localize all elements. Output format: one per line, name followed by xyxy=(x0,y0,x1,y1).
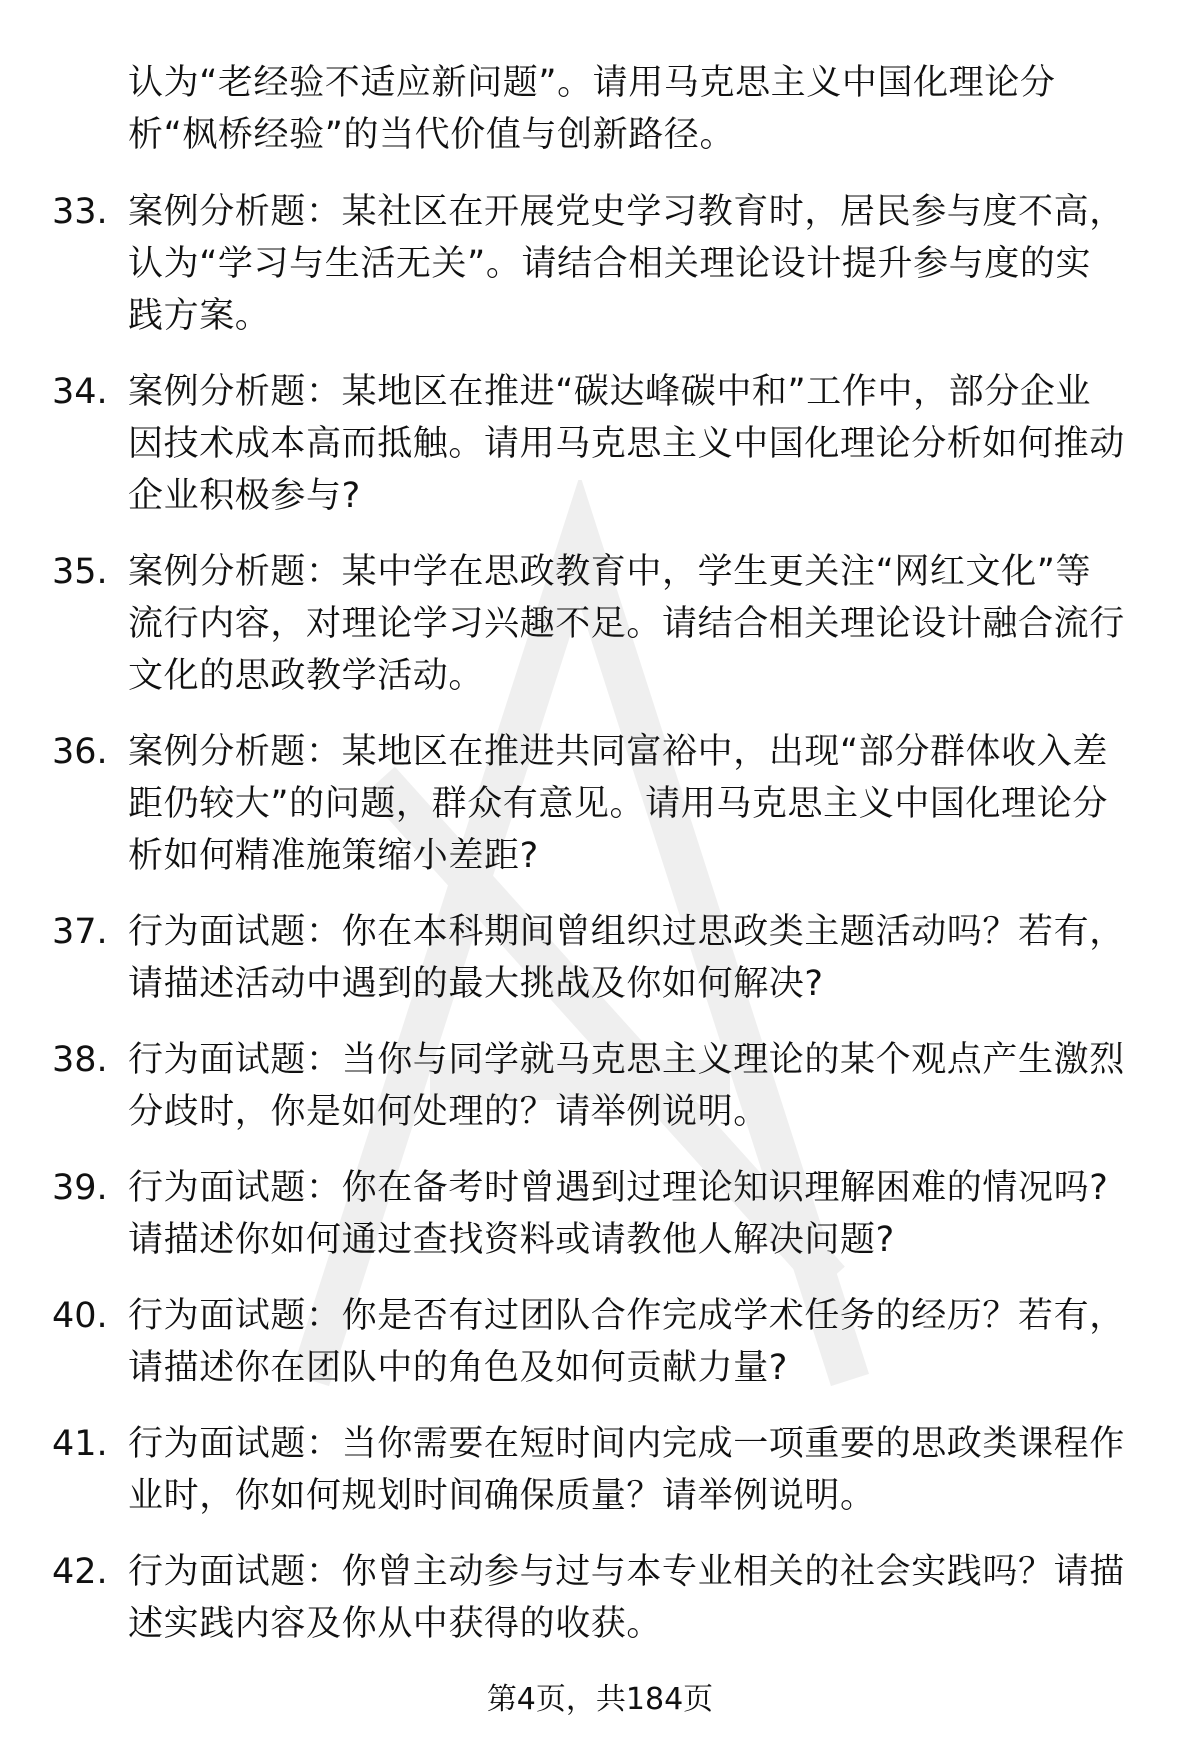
question-text-line: 分歧时，你是如何处理的？请举例说明。 xyxy=(128,1092,769,1132)
question-text-line: 行为面试题：你在备考时曾遇到过理论知识理解困难的情况吗? xyxy=(128,1168,1109,1208)
question-number: 35. xyxy=(52,552,108,592)
question-number: 40. xyxy=(52,1296,108,1336)
question-text-line: 请描述你在团队中的角色及如何贡献力量? xyxy=(128,1348,788,1388)
question-number: 41. xyxy=(52,1424,108,1464)
question-text-line: 析“枫桥经验”的当代价值与创新路径。 xyxy=(128,115,736,155)
question-number: 37. xyxy=(52,912,108,952)
question-text-line: 行为面试题：当你与同学就马克思主义理论的某个观点产生激烈 xyxy=(128,1040,1125,1080)
question-text-line: 因技术成本高而抵触。请用马克思主义中国化理论分析如何推动 xyxy=(128,424,1125,464)
question-text-line: 析如何精准施策缩小差距? xyxy=(128,836,539,876)
question-text-line: 案例分析题：某中学在思政教育中，学生更关注“网红文化”等 xyxy=(128,552,1092,592)
question-text-line: 认为“老经验不适应新问题”。请用马克思主义中国化理论分 xyxy=(128,63,1056,103)
question-text-line: 践方案。 xyxy=(128,296,271,336)
question-number: 34. xyxy=(52,372,108,412)
question-text-line: 请描述活动中遇到的最大挑战及你如何解决? xyxy=(128,964,824,1004)
question-text-line: 流行内容，对理论学习兴趣不足。请结合相关理论设计融合流行 xyxy=(128,604,1125,644)
question-number: 42. xyxy=(52,1552,108,1592)
question-text-line: 行为面试题：你曾主动参与过与本专业相关的社会实践吗？请描 xyxy=(128,1552,1125,1592)
question-number: 36. xyxy=(52,732,108,772)
question-text-line: 案例分析题：某地区在推进共同富裕中，出现“部分群体收入差 xyxy=(128,732,1108,772)
question-text-line: 案例分析题：某社区在开展党史学习教育时，居民参与度不高， xyxy=(128,192,1125,232)
question-number: 38. xyxy=(52,1040,108,1080)
page-number: 第4页，共184页 xyxy=(486,1682,714,1717)
question-text-line: 行为面试题：你在本科期间曾组织过思政类主题活动吗？若有， xyxy=(128,912,1125,952)
question-text-line: 距仍较大”的问题，群众有意见。请用马克思主义中国化理论分 xyxy=(128,784,1108,824)
question-text-line: 行为面试题：当你需要在短时间内完成一项重要的思政类课程作 xyxy=(128,1424,1125,1464)
question-text-line: 请描述你如何通过查找资料或请教他人解决问题? xyxy=(128,1220,895,1260)
question-text-line: 业时，你如何规划时间确保质量？请举例说明。 xyxy=(128,1476,876,1516)
question-text-line: 认为“学习与生活无关”。请结合相关理论设计提升参与度的实 xyxy=(128,244,1092,284)
question-text-line: 述实践内容及你从中获得的收获。 xyxy=(128,1604,663,1644)
question-text-line: 案例分析题：某地区在推进“碳达峰碳中和”工作中，部分企业 xyxy=(128,372,1092,412)
question-text-line: 文化的思政教学活动。 xyxy=(128,656,485,696)
question-number: 39. xyxy=(52,1168,108,1208)
question-number: 33. xyxy=(52,192,108,232)
question-text-line: 行为面试题：你是否有过团队合作完成学术任务的经历？若有， xyxy=(128,1296,1125,1336)
question-text-line: 企业积极参与? xyxy=(128,476,361,516)
